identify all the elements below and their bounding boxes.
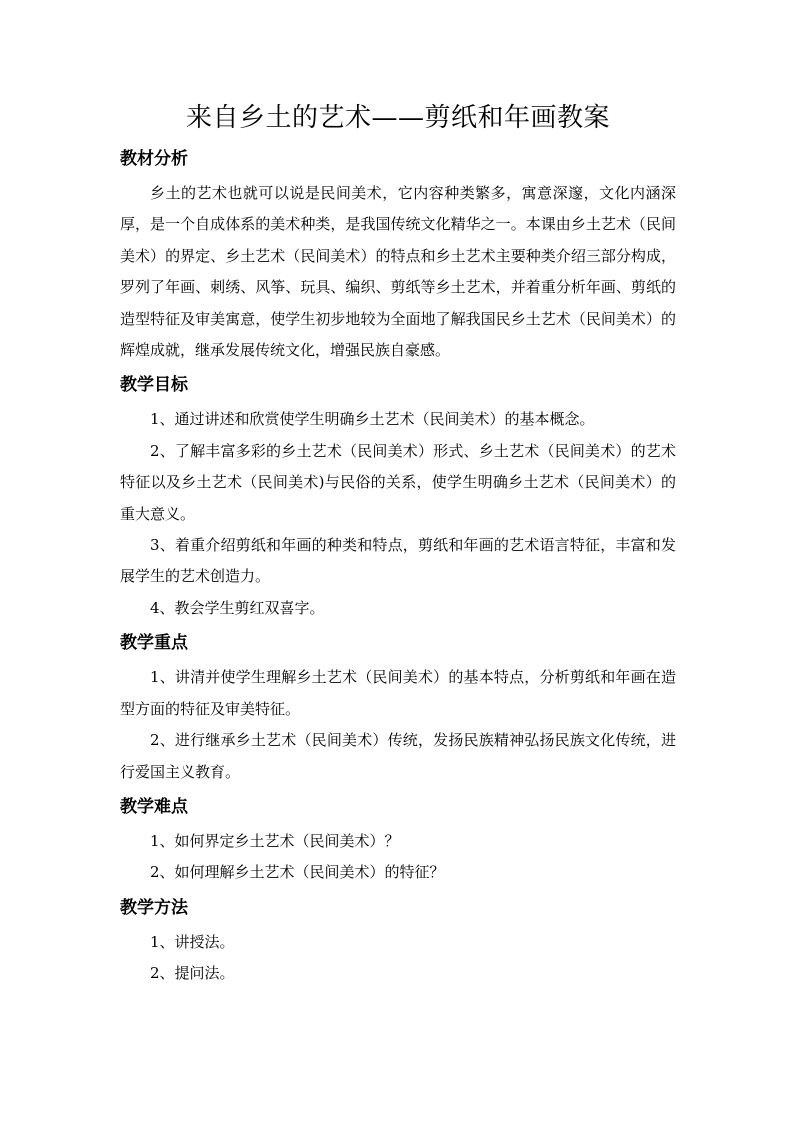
- list-item: 1、通过讲述和欣赏使学生明确乡土艺术（民间美术）的基本概念。: [150, 410, 595, 429]
- section-key-points: [120, 624, 676, 788]
- section-teaching-methods: [120, 889, 676, 990]
- paragraph: 乡土的艺术也就可以说是民间美术，它内容种类繁多，寓意深邃，文化内涵深厚，是一个自成体系的美术种类，是我国传统文化精华之一。本课由乡土艺术（民间美术）的界定、乡土艺术（民间美术）的特点和乡土艺术主要种类介绍三部分构成，罗列了年画、刺绣、风筝、玩具、编织、剪纸等乡土艺术，并着重分析年画、剪纸的造型特征及审美寓意，使学生初步地较为全面地了解我国民乡土艺术（民间美术）的辉煌成就，继承发展传统文化，增强民族自豪感。: [120, 184, 676, 360]
- list-item: 2、提问法。: [150, 964, 235, 983]
- section-heading: 教学重点: [120, 633, 188, 654]
- section-textbook-analysis: [120, 140, 676, 366]
- document-title: 来自乡土的艺术——剪纸和年画教案: [185, 103, 610, 133]
- list-item: 4、教会学生剪红双喜字。: [150, 598, 325, 617]
- section-heading: 教材分析: [120, 149, 188, 169]
- section-teaching-goals: [120, 366, 676, 624]
- list-item: 1、如何界定乡土艺术（民间美术）？: [150, 831, 400, 850]
- list-item: 2、了解丰富多彩的乡土艺术（民间美术）形式、乡土艺术（民间美术）的艺术特征以及乡土艺术（民间美术)与民俗的关系，使学生明确乡土艺术（民间美术）的重大意义。: [120, 441, 676, 523]
- list-item: 3、着重介绍剪纸和年画的种类和特点，剪纸和年画的艺术语言特征，丰富和发展学生的艺术创造力。: [120, 536, 676, 586]
- section-heading: 教学目标: [120, 375, 188, 396]
- section-heading: 教学难点: [120, 796, 188, 817]
- list-item: 1、讲授法。: [150, 932, 235, 951]
- list-item: 1、讲清并使学生理解乡土艺术（民间美术）的基本特点，分析剪纸和年画在造型方面的特征及审美特征。: [120, 668, 676, 718]
- section-heading: 教学方法: [120, 897, 188, 918]
- section-difficulties: [120, 788, 676, 889]
- list-item: 2、如何理解乡土艺术（民间美术）的特征？: [150, 863, 445, 882]
- document-page: [120, 96, 676, 990]
- list-item: 2、进行继承乡土艺术（民间美术）传统，发扬民族精神弘扬民族文化传统，进行爱国主义教育。: [120, 731, 676, 781]
